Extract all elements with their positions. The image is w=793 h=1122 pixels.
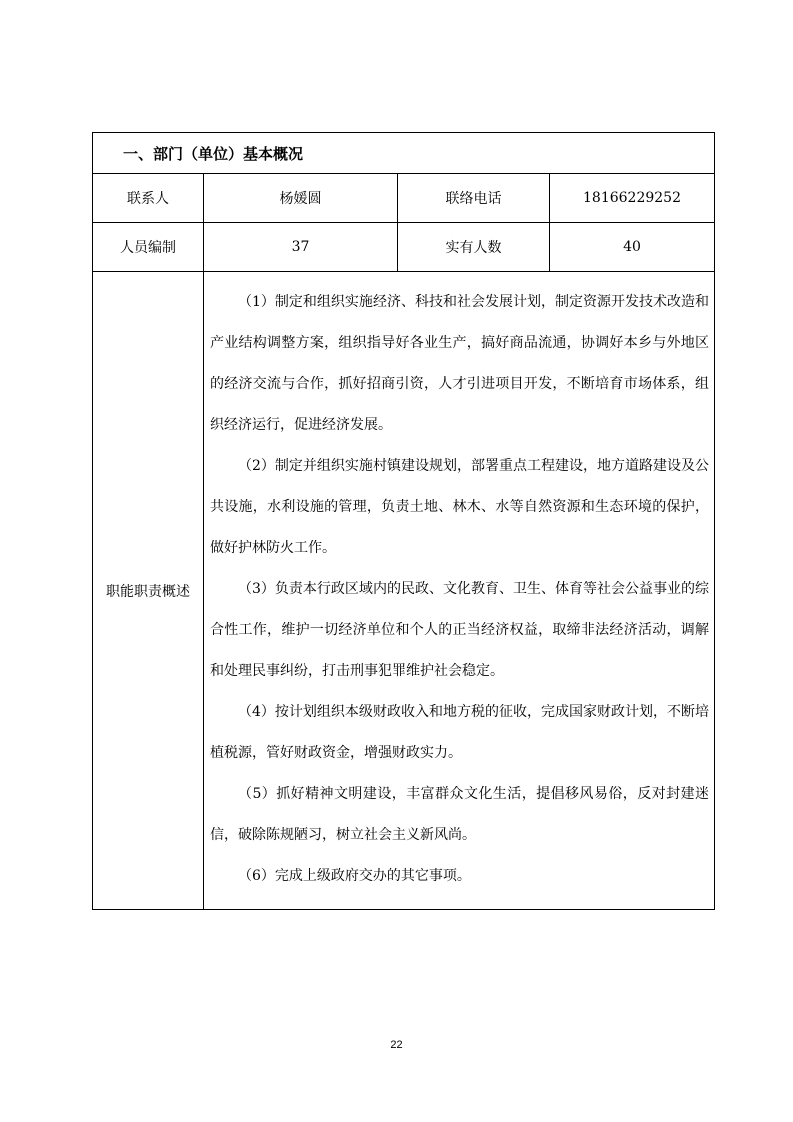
- duties-row: [93, 272, 715, 910]
- contact-person-value: 杨媛圆: [204, 174, 398, 223]
- duty-item-5: （5）抓好精神文明建设，丰富群众文化生活，提倡移风易俗，反对封建迷信，破除陈规陋习，树立社会主义新风尚。: [210, 786, 710, 843]
- section-title: 一、部门（单位）基本概况: [93, 133, 715, 174]
- duty-item-2: （2）制定并组织实施村镇建设规划，部署重点工程建设，地方道路建设及公共设施，水利设施的管理，负责土地、林木、水等自然资源和生态环境的保护，做好护林防火工作。: [210, 458, 710, 556]
- staff-quota-label: 人员编制: [93, 223, 204, 272]
- contact-phone-label: 联络电话: [398, 174, 550, 223]
- page-number: 22: [390, 1039, 403, 1051]
- staffing-row: [93, 223, 715, 272]
- duty-item-6: （6）完成上级政府交办的其它事项。: [238, 868, 471, 884]
- staff-actual-label: 实有人数: [398, 223, 550, 272]
- duties-content: [204, 272, 715, 910]
- duty-item-4: （4）按计划组织本级财政收入和地方税的征收，完成国家财政计划，不断培植税源，管好财政资金，增强财政实力。: [210, 704, 710, 761]
- staff-actual-value: 40: [550, 223, 715, 272]
- duty-item-3: （3）负责本行政区域内的民政、文化教育、卫生、体育等社会公益事业的综合性工作，维护一切经济单位和个人的正当经济权益，取缔非法经济活动，调解和处理民事纠纷，打击刑事犯罪维护社会稳定。: [210, 581, 710, 679]
- staff-quota-value: 37: [204, 223, 398, 272]
- duty-item-1: （1）制定和组织实施经济、科技和社会发展计划，制定资源开发技术改造和产业结构调整方案，组织指导好各业生产，搞好商品流通，协调好本乡与外地区的经济交流与合作，抓好招商引资，人才引进项目开发，不断培育市场体系，组织经济运行，促进经济发展。: [210, 294, 710, 433]
- section-header-row: [93, 133, 715, 174]
- duties-label: 职能职责概述: [93, 272, 204, 910]
- contact-person-label: 联系人: [93, 174, 204, 223]
- contact-row: [93, 174, 715, 223]
- basic-info-table: [92, 132, 715, 910]
- contact-phone-value: 18166229252: [550, 174, 715, 223]
